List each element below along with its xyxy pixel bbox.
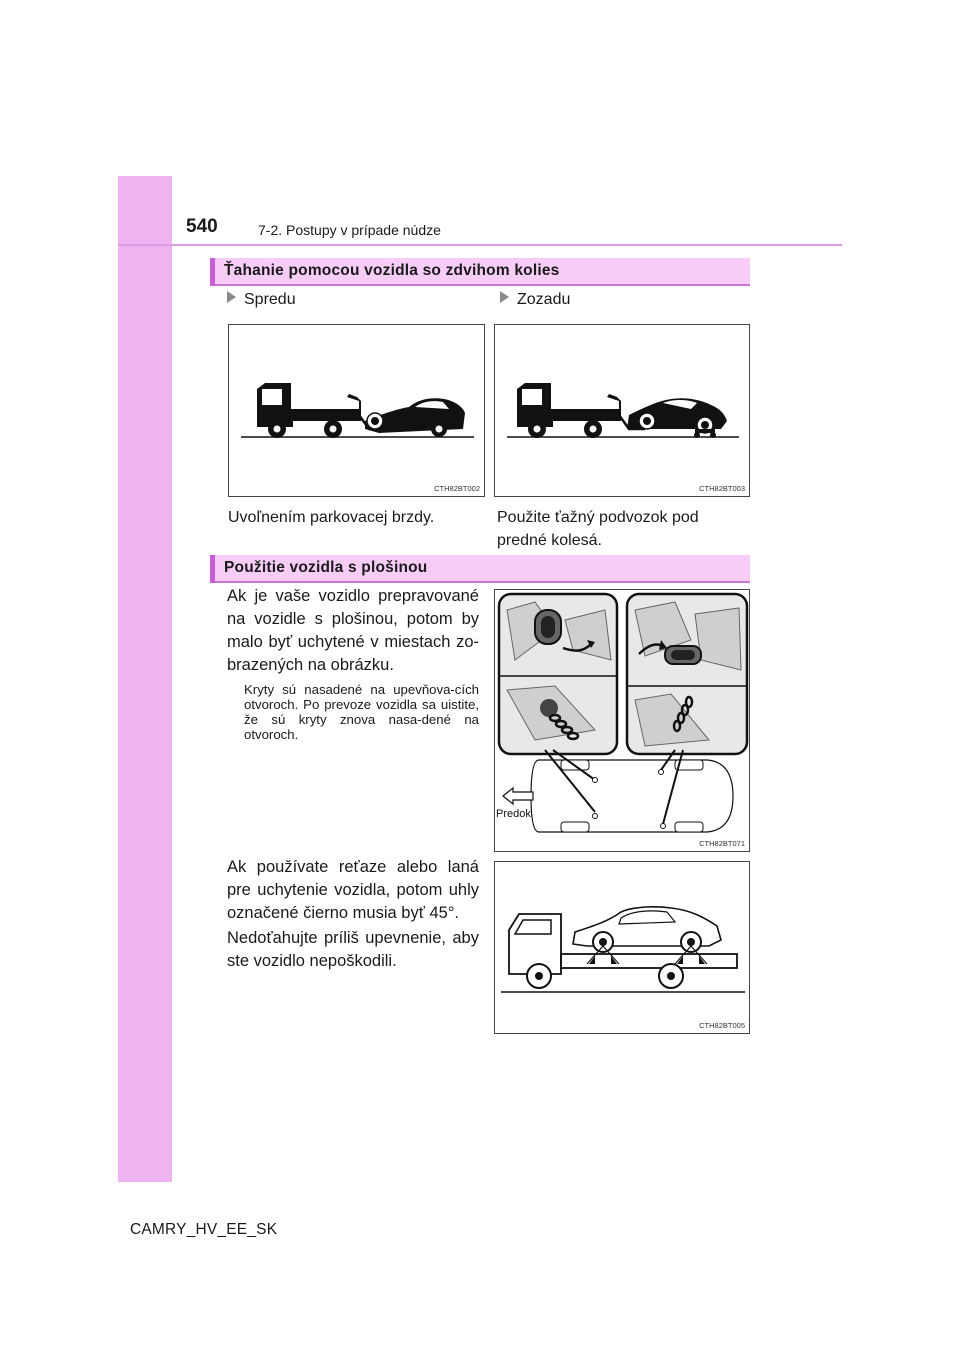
figure-code: CTH82BT002 [434,484,480,493]
flatbed-heading: Použitie vozidla s plošinou [224,559,428,576]
cover-note: Kryty sú nasadené na upevňova-cích otvoroch. Po prevoze vozidla sa uistite, že sú kryty znova nasa-dené na otvoroch. [244,682,479,742]
tow-front-illustration [228,324,485,497]
rear-option: Zozadu [500,291,570,309]
front-option: Spredu [227,291,296,309]
footer-model-code: CAMRY_HV_EE_SK [130,1221,278,1238]
flatbed-paragraph-3: Nedoťahujte príliš upevnenie, aby ste vozidlo nepoškodili. [227,929,479,970]
tow-rear-illustration [494,324,750,497]
side-color-band [118,176,172,1182]
rear-caption-line1: Použite ťažný podvozok pod [497,509,699,526]
wheel-lift-heading-bar [210,258,750,286]
flatbed-paragraph-2: Ak používate reťaze alebo laná pre uchytenie vozidla, potom uhly označené čierno musia byť 45°. [227,858,479,922]
flatbed-paragraph-1: Ak je vaše vozidlo prepravované na vozidle s plošinou, potom by malo byť uchytené v miestach zo-brazených na obrázku. [227,587,479,674]
rear-caption-line2: predné kolesá. [497,532,602,549]
section-title: 7-2. Postupy v prípade núdze [258,222,441,238]
front-caption: Uvoľnením parkovacej brzdy. [228,509,435,526]
header-rule [118,244,842,246]
triangle-bullet-icon [500,291,509,303]
triangle-bullet-icon [227,291,236,303]
figure-code: CTH82BT071 [699,839,745,848]
wheel-lift-heading: Ťahanie pomocou vozidla so zdvihom kolies [224,262,560,279]
page-number: 540 [186,216,218,237]
tie-down-points-illustration [494,589,750,852]
flatbed-heading-bar [210,555,750,583]
figure-code: CTH82BT003 [699,484,745,493]
flatbed-truck-illustration [494,861,750,1034]
front-direction-label: Predok [496,808,531,820]
figure-code: CTH82BT005 [699,1021,745,1030]
